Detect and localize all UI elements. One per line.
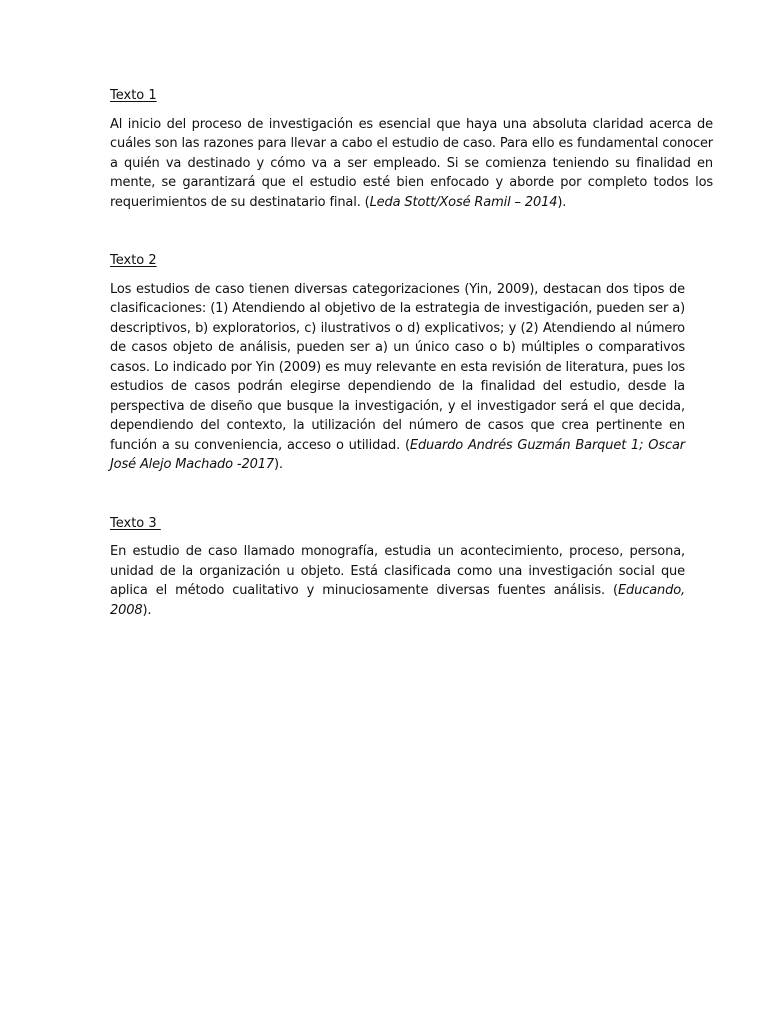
paragraph-end: ).	[557, 194, 567, 210]
section-texto-3	[110, 514, 685, 621]
section-paragraph	[110, 115, 713, 213]
section-heading: Texto 1	[110, 88, 157, 103]
citation: Leda Stott/Xosé Ramil – 2014	[369, 194, 558, 210]
document-page	[110, 86, 713, 620]
paragraph-text: En estudio de caso llamado monografía, estudia un acontecimiento, proceso, persona, unidad de la organización u objeto. Está clasificada como una investigación social que aplica el método cualitativo y minuciosamente diversas fuentes análisis. (	[110, 544, 685, 598]
section-texto-2	[110, 251, 685, 475]
section-paragraph	[110, 542, 685, 620]
paragraph-end: ).	[142, 602, 152, 618]
section-paragraph	[110, 280, 685, 475]
paragraph-text: Al inicio del proceso de investigación es esencial que haya una absoluta claridad acerca de cuáles son las razones para llevar a cabo el estudio de caso. Para ello es fundamental conocer a quién va destinado y cómo va a ser empleado. Si se comienza teniendo su finalidad en mente, se garantizará que el estudio esté bien enfocado y aborde por completo todos los requerimientos de su destinatario final. (	[110, 116, 713, 210]
section-heading: Texto 3	[110, 515, 161, 531]
section-texto-1	[110, 86, 713, 212]
paragraph-text: Los estudios de caso tienen diversas categorizaciones (Yin, 2009), destacan dos tipos de clasificaciones: (1) Atendiendo al objetivo de la estrategia de investigación, pueden ser a) descriptivos, b) exploratorios, c) ilustrativos o d) explicativos; y (2) Atendiendo al número de casos objeto de análisis, pueden ser a) un único caso o b) múltiples o comparativos casos. Lo indicado por Yin (2009) es muy relevante en esta revisión de literatura, pues los estudios de casos podrán elegirse dependiendo de la finalidad del estudio, desde la perspectiva de diseño que busque la investigación, y el investigador será el que decida, dependiendo del contexto, la utilización del número de casos que crea pertinente en función a su conveniencia, acceso o utilidad. (	[110, 281, 685, 453]
citation: Educando, 2008	[110, 583, 685, 618]
paragraph-end: ).	[273, 457, 283, 472]
section-heading: Texto 2	[110, 253, 157, 268]
citation: Eduardo Andrés Guzmán Barquet 1; Oscar José Alejo Machado -2017	[110, 437, 685, 472]
